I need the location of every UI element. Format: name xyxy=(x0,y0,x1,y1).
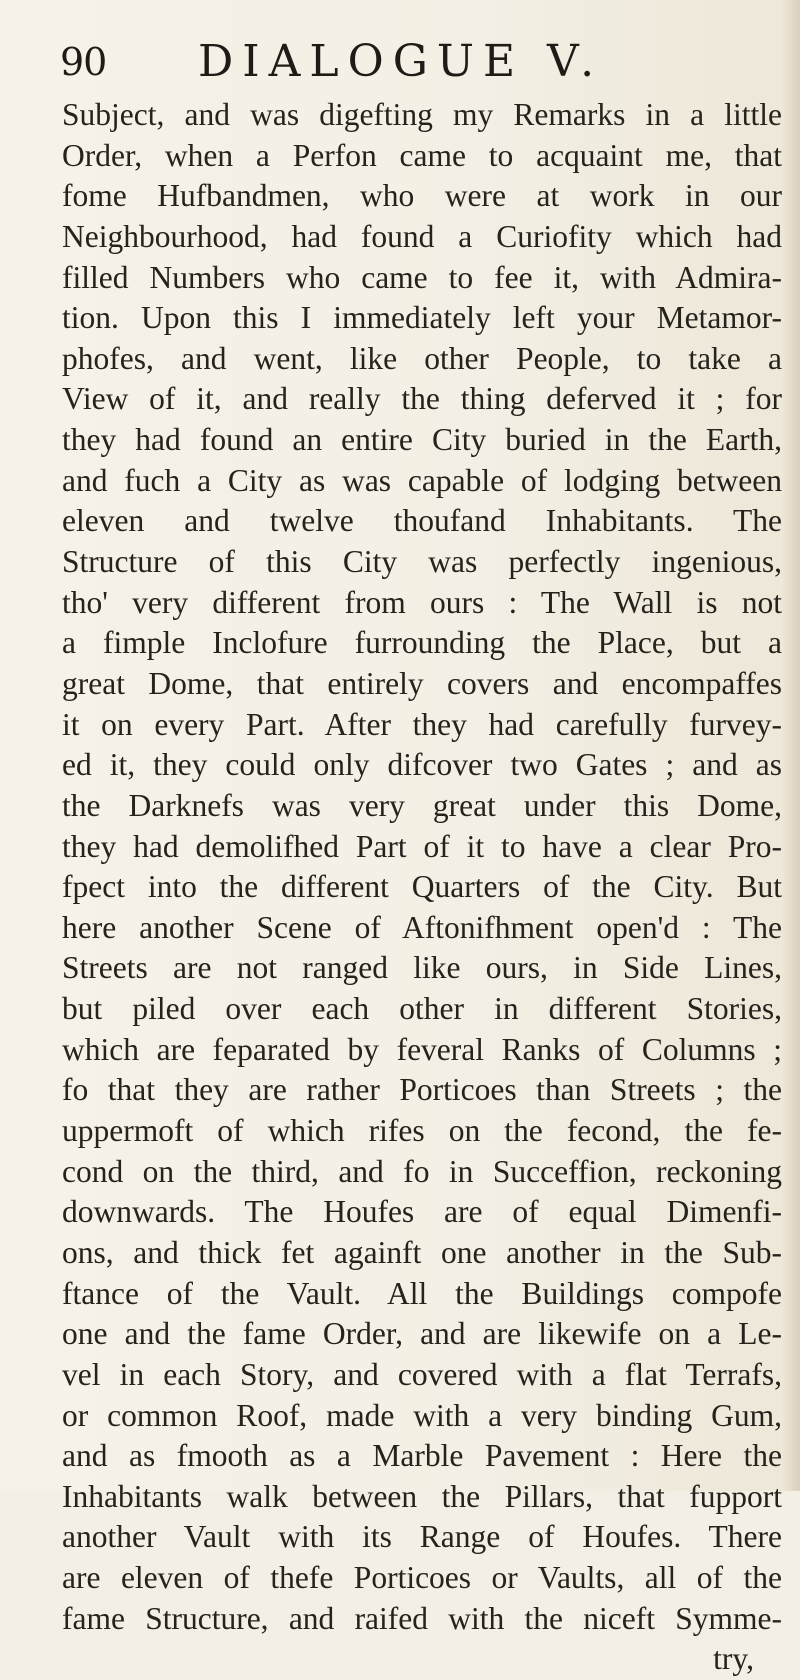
text-line: Neighbourhood, had found a Curiofity which had xyxy=(62,218,782,254)
text-line: Inhabitants walk between the Pillars, that fupport xyxy=(62,1478,782,1514)
text-line: they had found an entire City buried in the Earth, xyxy=(62,422,782,458)
text-line: fome Hufbandmen, who were at work in our xyxy=(62,178,782,214)
text-line: great Dome, that entirely covers and encompaffes xyxy=(62,665,782,701)
text-line: and fuch a City as was capable of lodging between xyxy=(62,462,782,498)
text-line: phofes, and went, like other People, to take a xyxy=(62,340,782,376)
page-edge-shadow xyxy=(782,0,800,1491)
text-line: they had demolifhed Part of it to have a clear Pro- xyxy=(62,828,782,864)
text-line: a fimple Inclofure furrounding the Place, but a xyxy=(62,625,782,661)
text-line: are eleven of thefe Porticoes or Vaults, all of the xyxy=(62,1560,782,1596)
text-line: it on every Part. After they had carefully furvey- xyxy=(62,706,782,742)
text-line: Subject, and was digefting my Remarks in a little xyxy=(62,97,782,132)
text-line: ed it, they could only difcover two Gates ; and as xyxy=(62,747,782,783)
text-line: tho' very different from ours : The Wall is not xyxy=(62,584,782,620)
catchword: try, xyxy=(713,1641,754,1677)
text-line: Structure of this City was perfectly ingenious, xyxy=(62,544,782,580)
text-line: View of it, and really the thing deferved it ; for xyxy=(62,381,782,417)
page-number: 90 xyxy=(60,40,107,84)
text-line: fpect into the different Quarters of the City. But xyxy=(62,869,782,905)
text-line: eleven and twelve thoufand Inhabitants. The xyxy=(62,503,782,539)
text-line: or common Roof, made with a very binding Gum, xyxy=(62,1397,782,1433)
text-line: vel in each Story, and covered with a flat Terrafs, xyxy=(62,1356,782,1392)
text-line: another Vault with its Range of Houfes. There xyxy=(62,1519,782,1555)
body-text xyxy=(62,95,782,1680)
running-head: DIALOGUE V. xyxy=(198,36,604,87)
text-line: here another Scene of Aftonifhment open'd : The xyxy=(62,909,782,945)
text-line: the Darknefs was very great under this Dome, xyxy=(62,787,782,823)
page-header xyxy=(60,30,780,90)
text-line: fame Structure, and raifed with the niceft Symme- xyxy=(62,1600,782,1636)
text-line: ftance of the Vault. All the Buildings compofe xyxy=(62,1275,782,1311)
text-line: downwards. The Houfes are of equal Dimenfi- xyxy=(62,1194,782,1230)
text-line: Order, when a Perfon came to acquaint me, that xyxy=(62,137,782,173)
text-line: fo that they are rather Porticoes than Streets ; the xyxy=(62,1072,782,1108)
text-line: uppermoft of which rifes on the fecond, the fe- xyxy=(62,1113,782,1149)
text-line: Streets are not ranged like ours, in Side Lines, xyxy=(62,950,782,986)
text-line: one and the fame Order, and are likewife on a Le- xyxy=(62,1316,782,1352)
text-line: which are feparated by feveral Ranks of Columns ; xyxy=(62,1031,782,1067)
text-line: ons, and thick fet againft one another in the Sub- xyxy=(62,1234,782,1270)
text-line: tion. Upon this I immediately left your Metamor- xyxy=(62,300,782,336)
text-line: cond on the third, and fo in Succeffion, reckoning xyxy=(62,1153,782,1189)
text-line: filled Numbers who came to fee it, with Admira- xyxy=(62,259,782,295)
text-line: and as fmooth as a Marble Pavement : Here the xyxy=(62,1438,782,1474)
text-line: but piled over each other in different Stories, xyxy=(62,991,782,1027)
